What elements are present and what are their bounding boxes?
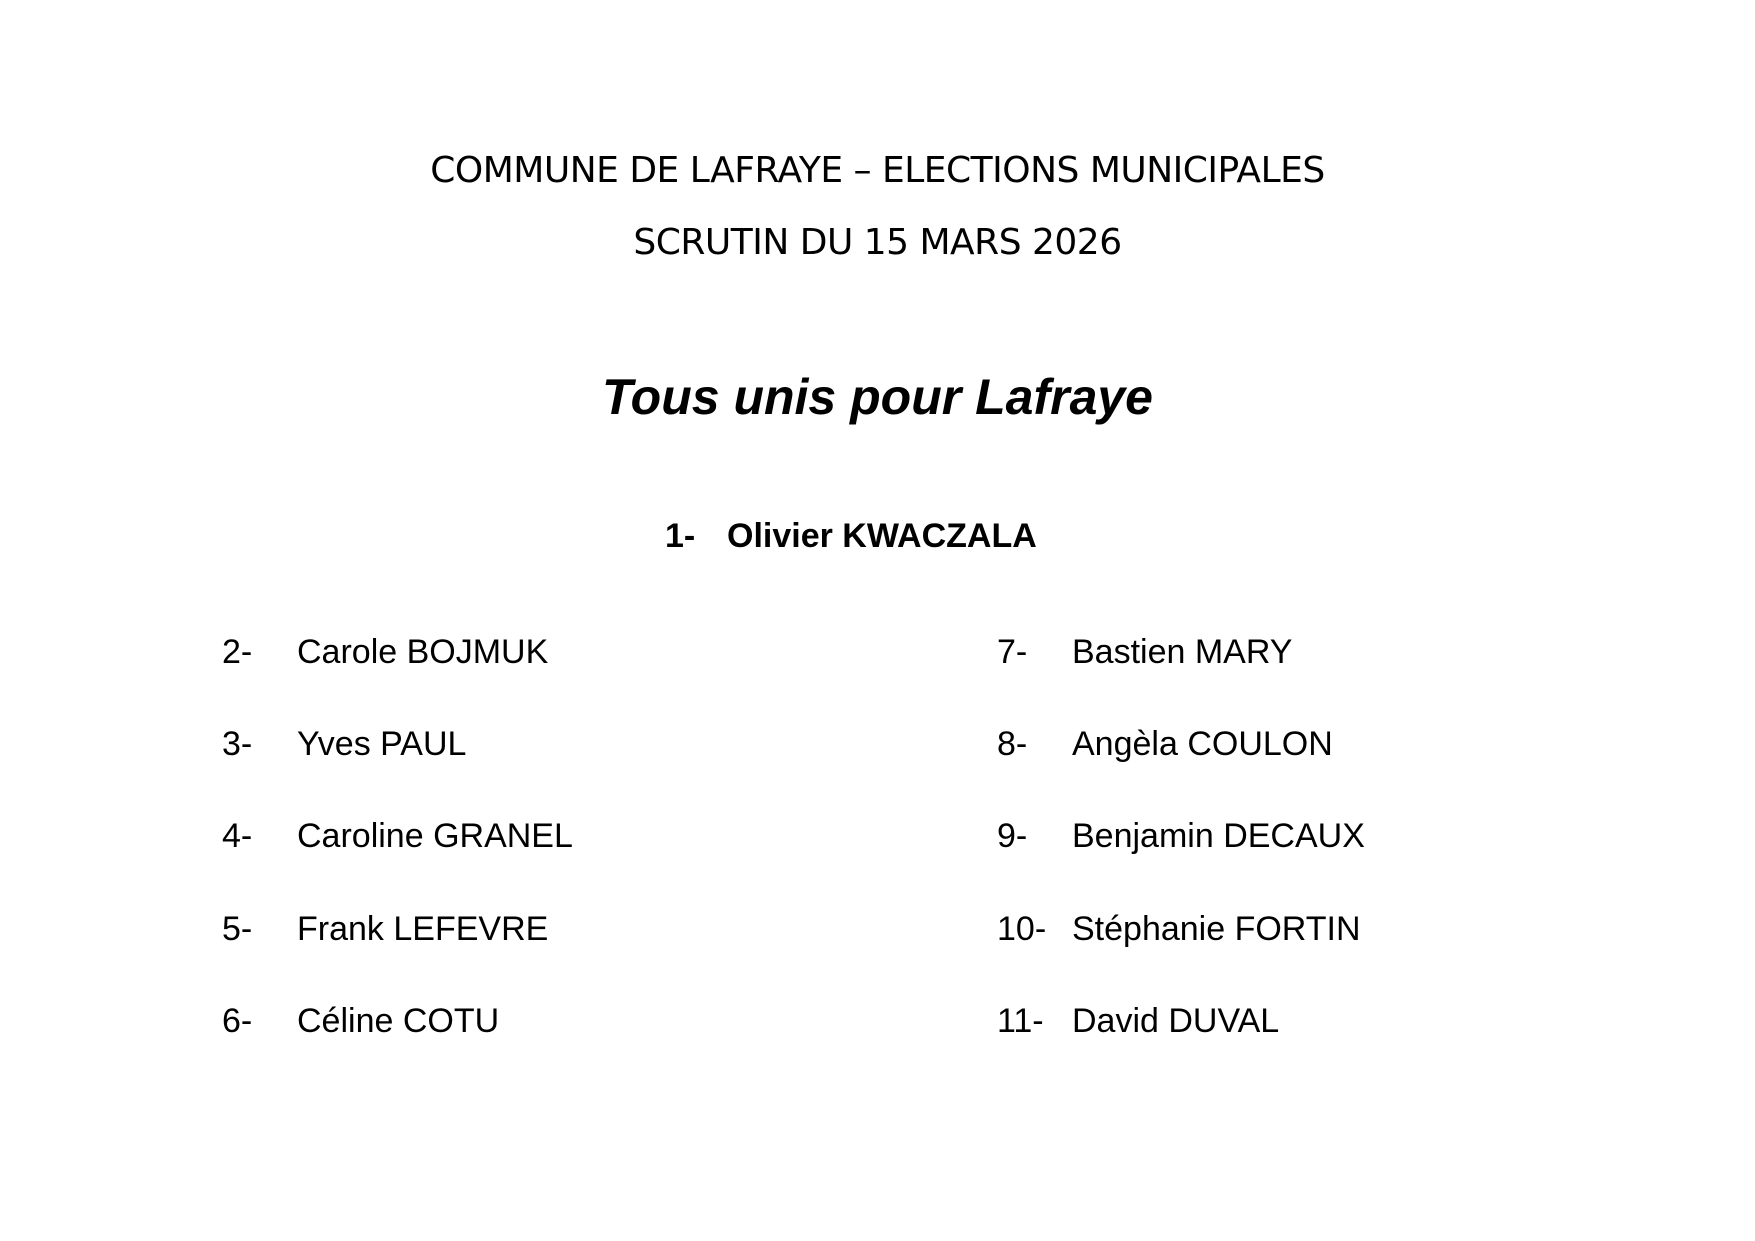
candidate-number: 1- — [665, 517, 696, 555]
candidate-name: Olivier KWACZALA — [727, 517, 1037, 555]
candidate-name: Carole BOJMUK — [297, 633, 549, 671]
candidate-number: 5- — [222, 910, 253, 948]
candidate-number: 3- — [222, 725, 253, 763]
candidate-number: 9- — [997, 817, 1028, 855]
list-title: Tous unis pour Lafraye — [601, 369, 1153, 425]
candidate-name: Stéphanie FORTIN — [1072, 910, 1361, 948]
candidate-name: Caroline GRANEL — [297, 817, 573, 855]
head-of-list-candidate — [665, 517, 1037, 556]
candidate-name: Frank LEFEVRE — [297, 910, 549, 948]
candidate-number: 8- — [997, 725, 1028, 763]
candidate-name: Angèla COULON — [1072, 725, 1333, 763]
candidate-number: 7- — [997, 633, 1028, 671]
candidate-number: 11- — [997, 1002, 1044, 1040]
candidate-number: 2- — [222, 633, 253, 671]
candidate-name: Céline COTU — [297, 1002, 500, 1040]
candidate-name: Benjamin DECAUX — [1072, 817, 1365, 855]
candidate-name: David DUVAL — [1072, 1002, 1280, 1040]
candidate-number: 10- — [997, 910, 1047, 948]
candidate-number: 4- — [222, 817, 253, 855]
candidate-name: Bastien MARY — [1072, 633, 1293, 671]
ballot-date-heading: SCRUTIN DU 15 MARS 2026 — [633, 222, 1122, 263]
commune-election-heading: COMMUNE DE LAFRAYE – ELECTIONS MUNICIPALES — [430, 150, 1325, 191]
candidate-name: Yves PAUL — [297, 725, 467, 763]
candidate-number: 6- — [222, 1002, 253, 1040]
